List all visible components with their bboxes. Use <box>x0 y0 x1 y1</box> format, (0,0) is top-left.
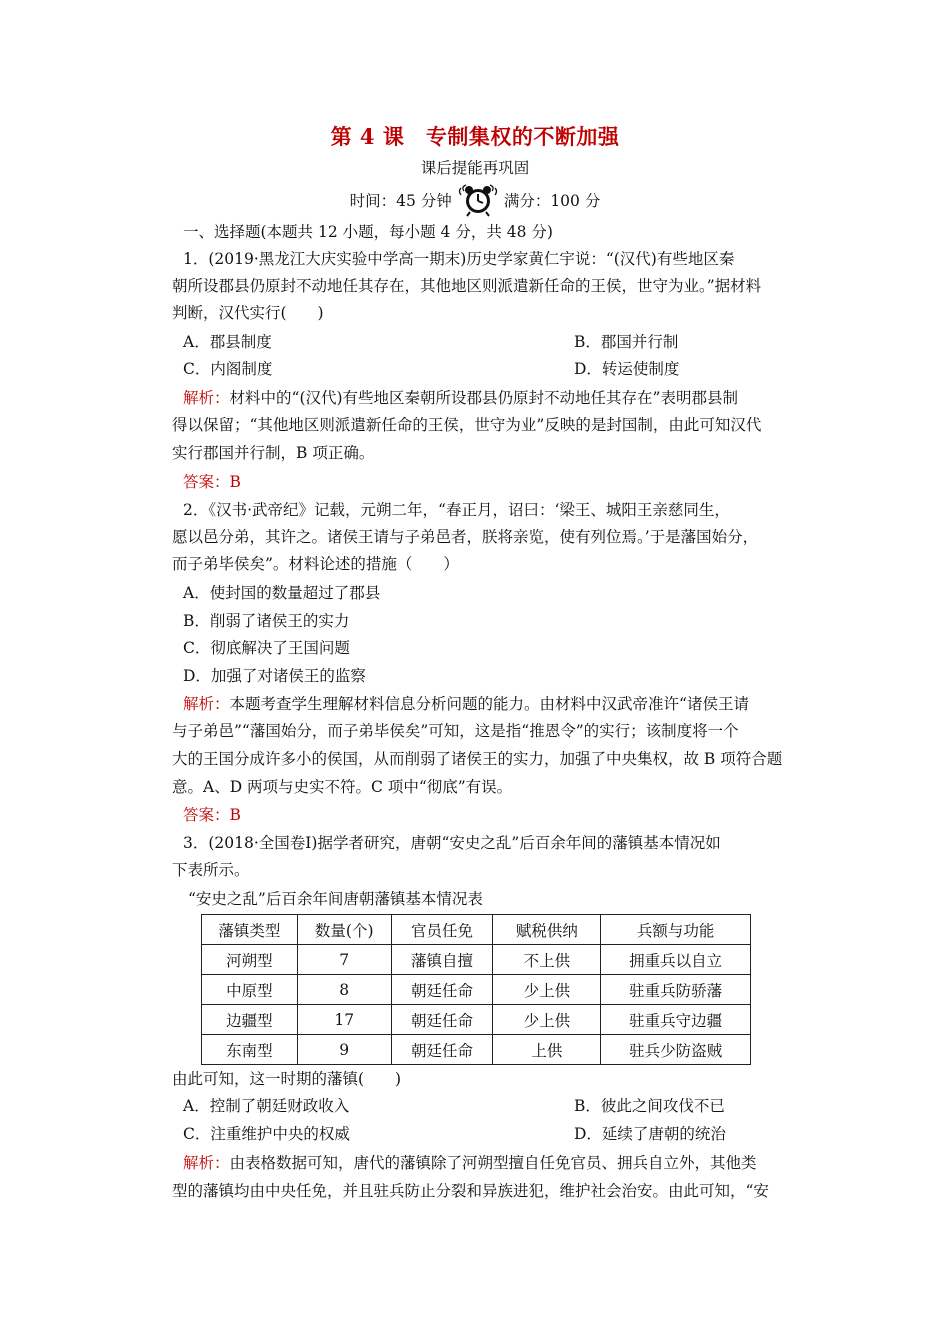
table-row <box>202 975 751 1005</box>
table-cell: 河朔型 <box>202 945 298 975</box>
analysis-label: 解析： <box>183 389 230 407</box>
table-header-cell: 官员任免 <box>391 915 493 945</box>
q1-answer: 答案：B <box>183 473 241 491</box>
q2-analysis-line: 意。A、D 两项与史实不符。C 项中“彻底”有误。 <box>172 778 513 796</box>
table-row <box>202 1035 751 1065</box>
q2-option-a: A．使封国的数量超过了郡县 <box>183 584 381 602</box>
q2-answer: 答案：B <box>183 806 241 824</box>
table-header-row <box>202 915 751 945</box>
q2-line: 愿以邑分弟，其许之。诸侯王请与子弟邑者，朕将亲览，使有列位焉。’于是藩国始分， <box>172 528 759 546</box>
vassal-table <box>201 914 751 1065</box>
table-header-cell: 藩镇类型 <box>202 915 298 945</box>
table-header-cell: 赋税供纳 <box>493 915 601 945</box>
analysis-text: 本题考查学生理解材料信息分析问题的能力。由材料中汉武帝准许“诸侯王请 <box>229 695 749 713</box>
q3-option-b: B．彼此之间攻伐不已 <box>574 1097 725 1115</box>
q3-option-c: C．注重维护中央的权威 <box>183 1125 350 1143</box>
table-cell: 东南型 <box>202 1035 298 1065</box>
lesson-title: 第 4 课 专制集权的不断加强 <box>330 124 620 149</box>
q3-option-a: A．控制了朝廷财政收入 <box>183 1097 350 1115</box>
table-cell: 7 <box>297 945 391 975</box>
table-cell: 中原型 <box>202 975 298 1005</box>
table-cell: 朝廷任命 <box>391 1005 493 1035</box>
table-cell: 拥重兵以自立 <box>601 945 751 975</box>
table-cell: 驻重兵守边疆 <box>601 1005 751 1035</box>
q3-stem: 由此可知，这一时期的藩镇( ) <box>172 1070 402 1088</box>
q3-line: 3．(2018·全国卷Ⅰ)据学者研究，唐朝“安史之乱”后百余年间的藩镇基本情况如 <box>183 834 721 852</box>
q2-analysis-line: 与子弟邑”“藩国始分，而子弟毕侯矣”可知，这是指“推恩令”的实行；该制度将一个 <box>172 722 739 740</box>
q2-option-c: C．彻底解决了王国问题 <box>183 639 350 657</box>
analysis-text: 材料中的“(汉代)有些地区秦朝所设郡县仍原封不动地任其存在”表明郡县制 <box>229 389 738 407</box>
table-row <box>202 1005 751 1035</box>
time-score-line <box>0 183 950 217</box>
q3-analysis-line: 型的藩镇均由中央任免，并且驻兵防止分裂和异族进犯，维护社会治安。由此可知，“安 <box>172 1182 769 1200</box>
analysis-text: 由表格数据可知，唐代的藩镇除了河朔型擅自任免官员、拥兵自立外，其他类 <box>229 1154 757 1172</box>
q1-option-a: A．郡县制度 <box>183 333 272 351</box>
table-cell: 朝廷任命 <box>391 1035 493 1065</box>
q1-line: 1．(2019·黑龙江大庆实验中学高一期末)历史学家黄仁宇说：“(汉代)有些地区秦 <box>183 250 735 268</box>
table-cell: 藩镇自擅 <box>391 945 493 975</box>
q1-line: 判断，汉代实行( ) <box>172 304 324 322</box>
table-cell: 8 <box>297 975 391 1005</box>
analysis-label: 解析： <box>183 695 230 713</box>
alarm-clock-icon <box>458 183 498 217</box>
q2-analysis-line: 大的王国分成许多小的侯国，从而削弱了诸侯王的实力，加强了中央集权，故 B 项符合题 <box>172 750 783 768</box>
q1-option-c: C．内阁制度 <box>183 360 273 378</box>
lesson-subtitle: 课后提能再巩固 <box>420 159 530 177</box>
table-cell: 少上供 <box>493 1005 601 1035</box>
q1-analysis-line: 得以保留；“其他地区则派遣新任命的王侯，世守为业”反映的是封国制，由此可知汉代 <box>172 416 762 434</box>
table-cell: 边疆型 <box>202 1005 298 1035</box>
q3-option-d: D．延续了唐朝的统治 <box>574 1125 726 1143</box>
q1-analysis <box>183 385 823 411</box>
score-label: 满分：100 分 <box>503 192 601 210</box>
q2-analysis <box>183 691 823 717</box>
q2-line: 而子弟毕侯矣”。材料论述的措施（ ） <box>172 555 459 573</box>
table-cell: 上供 <box>493 1035 601 1065</box>
q1-option-d: D．转运使制度 <box>574 360 680 378</box>
q2-line: 2．《汉书·武帝纪》记载，元朔二年，“春正月，诏曰：‘梁王、城阳王亲慈同生， <box>183 501 730 519</box>
table-cell: 17 <box>297 1005 391 1035</box>
q2-option-b: B．削弱了诸侯王的实力 <box>183 612 350 630</box>
table-cell: 9 <box>297 1035 391 1065</box>
table-cell: 少上供 <box>493 975 601 1005</box>
table-cell: 驻重兵防骄藩 <box>601 975 751 1005</box>
table-caption: “安史之乱”后百余年间唐朝藩镇基本情况表 <box>188 890 483 908</box>
time-label: 时间：45 分钟 <box>349 192 452 210</box>
table-cell: 朝廷任命 <box>391 975 493 1005</box>
table-row <box>202 945 751 975</box>
q3-analysis <box>183 1150 823 1176</box>
q1-analysis-line: 实行郡国并行制，B 项正确。 <box>172 444 375 462</box>
q1-option-b: B．郡国并行制 <box>574 333 679 351</box>
table-cell: 不上供 <box>493 945 601 975</box>
table-header-cell: 数量(个) <box>297 915 391 945</box>
analysis-label: 解析： <box>183 1154 230 1172</box>
table-cell: 驻兵少防盗贼 <box>601 1035 751 1065</box>
table-header-cell: 兵额与功能 <box>601 915 751 945</box>
q2-option-d: D．加强了对诸侯王的监察 <box>183 667 366 685</box>
section-heading: 一、选择题(本题共 12 小题，每小题 4 分，共 48 分) <box>183 223 553 241</box>
q1-line: 朝所设郡县仍原封不动地任其存在，其他地区则派遣新任命的王侯，世守为业。”据材料 <box>172 277 762 295</box>
q3-line: 下表所示。 <box>172 861 250 879</box>
